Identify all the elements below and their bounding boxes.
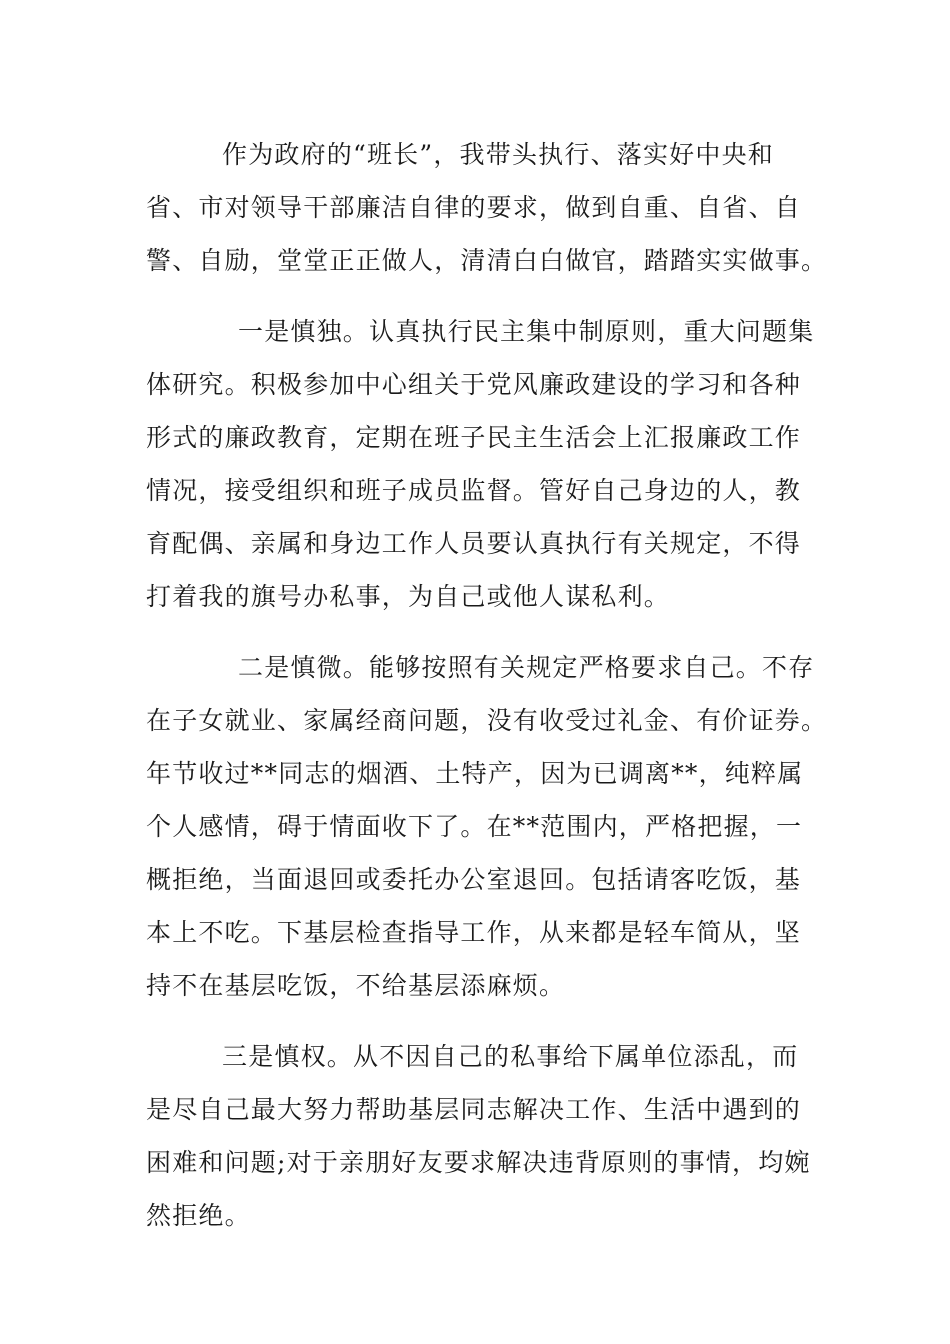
paragraph-line: 打着我的旗号办私事，为自己或他人谋私利。 xyxy=(146,582,671,611)
paragraph-line: 三是慎权。从不因自己的私事给下属单位添乱，而 xyxy=(222,1042,799,1071)
document-body xyxy=(146,128,828,1242)
paragraph-line: 在子女就业、家属经商问题，没有收受过礼金、有价证券。 xyxy=(146,706,828,735)
paragraph-line: 省、市对领导干部廉洁自律的要求，做到自重、自省、自 xyxy=(146,193,802,222)
paragraph-shenwei xyxy=(146,641,828,1012)
paragraph-gap xyxy=(146,1012,806,1030)
paragraph-line: 是尽自己最大努力帮助基层同志解决工作、生活中遇到的 xyxy=(146,1095,802,1124)
paragraph-line: 二是慎微。能够按照有关规定严格要求自己。不存 xyxy=(238,653,815,682)
paragraph-gap xyxy=(146,623,806,641)
paragraph-line: 作为政府的“班长”，我带头执行、落实好中央和 xyxy=(222,140,774,169)
paragraph-gap xyxy=(146,287,806,305)
paragraph-shenquan xyxy=(146,1030,811,1242)
paragraph-line: 概拒绝，当面退回或委托办公室退回。包括请客吃饭，基 xyxy=(146,865,802,894)
paragraph-line: 一是慎独。认真执行民主集中制原则，重大问题集 xyxy=(238,317,815,346)
paragraph-line: 育配偶、亲属和身边工作人员要认真执行有关规定，不得 xyxy=(146,529,802,558)
paragraph-line: 个人感情，碍于情面收下了。在**范围内，严格把握，一 xyxy=(146,812,803,841)
paragraph-shendu xyxy=(146,305,815,623)
paragraph-line: 警、自励，堂堂正正做人，清清白白做官，踏踏实实做事。 xyxy=(146,246,828,275)
paragraph-line: 体研究。积极参加中心组关于党风廉政建设的学习和各种 xyxy=(146,370,802,399)
paragraph-line: 情况，接受组织和班子成员监督。管好自己身边的人，教 xyxy=(146,476,802,505)
paragraph-line: 持不在基层吃饭，不给基层添麻烦。 xyxy=(146,971,566,1000)
paragraph-line: 形式的廉政教育，定期在班子民主生活会上汇报廉政工作 xyxy=(146,423,802,452)
paragraph-line: 困难和问题;对于亲朋好友要求解决违背原则的事情，均婉 xyxy=(146,1148,811,1177)
paragraph-line: 然拒绝。 xyxy=(146,1201,251,1230)
paragraph-line: 本上不吃。下基层检查指导工作，从来都是轻车简从，坚 xyxy=(146,918,802,947)
paragraph-intro xyxy=(146,128,828,287)
paragraph-line: 年节收过**同志的烟酒、土特产，因为已调离**，纯粹属 xyxy=(146,759,804,788)
